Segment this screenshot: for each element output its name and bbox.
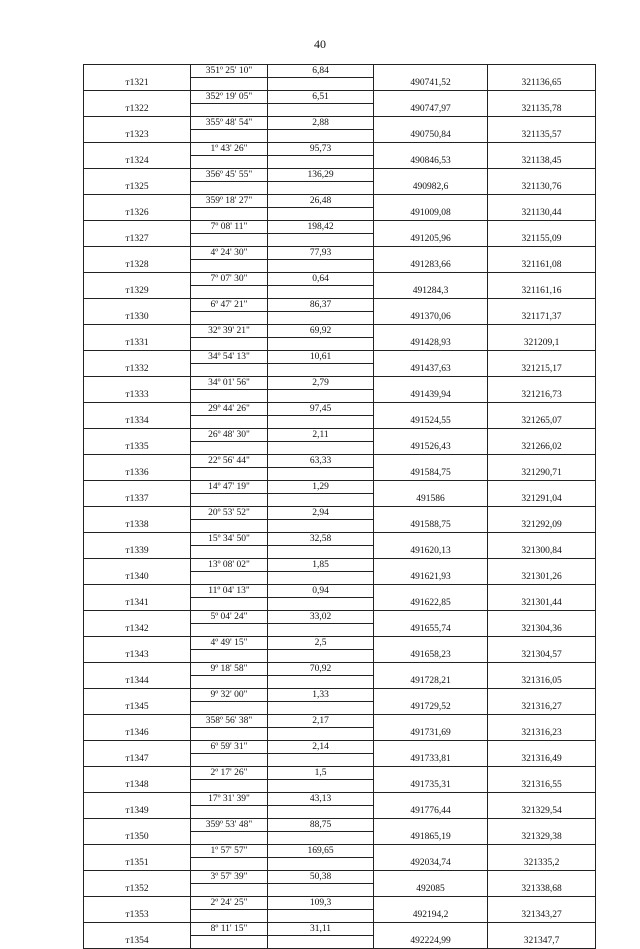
point-name-cell: т1350: [84, 832, 191, 845]
segment-row: [84, 247, 596, 260]
point-row: [84, 702, 596, 715]
x-coordinate-cell: 491655,74: [374, 624, 488, 637]
y-coordinate-cell: 321209,1: [488, 338, 596, 351]
point-row: [84, 780, 596, 793]
bearing-cell: 2º 17' 26": [191, 767, 268, 780]
point-row: [84, 130, 596, 143]
point-name-cell: т1328: [84, 260, 191, 273]
y-coordinate-cell: 321138,45: [488, 156, 596, 169]
point-name-cell: т1325: [84, 182, 191, 195]
bearing-cell: 9º 18' 58": [191, 663, 268, 676]
x-coordinate-cell: 491622,85: [374, 598, 488, 611]
y-coordinate-cell: 321343,27: [488, 910, 596, 923]
distance-cell: 69,92: [268, 325, 374, 338]
point-name-cell: т1330: [84, 312, 191, 325]
segment-row: [84, 65, 596, 78]
bearing-cell: 3º 57' 39": [191, 871, 268, 884]
y-coordinate-cell: 321266,02: [488, 442, 596, 455]
point-row: [84, 884, 596, 897]
segment-row: [84, 663, 596, 676]
point-row: [84, 832, 596, 845]
x-coordinate-cell: 491370,06: [374, 312, 488, 325]
point-name-cell: т1348: [84, 780, 191, 793]
x-coordinate-cell: 491439,94: [374, 390, 488, 403]
bearing-cell: 351º 25' 10": [191, 65, 268, 78]
point-name-cell: т1351: [84, 858, 191, 871]
segment-row: [84, 793, 596, 806]
point-row: [84, 598, 596, 611]
y-coordinate-cell: 321135,57: [488, 130, 596, 143]
y-coordinate-cell: 321155,09: [488, 234, 596, 247]
segment-row: [84, 143, 596, 156]
point-name-cell: т1322: [84, 104, 191, 117]
bearing-cell: 20º 53' 52": [191, 507, 268, 520]
point-row: [84, 494, 596, 507]
distance-cell: 95,73: [268, 143, 374, 156]
distance-cell: 169,65: [268, 845, 374, 858]
y-coordinate-cell: 321316,49: [488, 754, 596, 767]
distance-cell: 198,42: [268, 221, 374, 234]
point-name-cell: т1327: [84, 234, 191, 247]
segment-row: [84, 507, 596, 520]
point-row: [84, 676, 596, 689]
point-name-cell: т1336: [84, 468, 191, 481]
point-name-cell: т1341: [84, 598, 191, 611]
x-coordinate-cell: 491865,19: [374, 832, 488, 845]
segment-row: [84, 403, 596, 416]
y-coordinate-cell: 321136,65: [488, 78, 596, 91]
x-coordinate-cell: 491729,52: [374, 702, 488, 715]
distance-cell: 2,94: [268, 507, 374, 520]
segment-row: [84, 741, 596, 754]
point-row: [84, 156, 596, 169]
y-coordinate-cell: 321304,57: [488, 650, 596, 663]
y-coordinate-cell: 321316,55: [488, 780, 596, 793]
distance-cell: 32,58: [268, 533, 374, 546]
bearing-cell: 2º 24' 25": [191, 897, 268, 910]
point-row: [84, 806, 596, 819]
distance-cell: 2,14: [268, 741, 374, 754]
bearing-cell: 5º 04' 24": [191, 611, 268, 624]
x-coordinate-cell: 492194,2: [374, 910, 488, 923]
distance-cell: 86,37: [268, 299, 374, 312]
x-coordinate-cell: 492224,99: [374, 936, 488, 949]
y-coordinate-cell: 321301,26: [488, 572, 596, 585]
point-row: [84, 650, 596, 663]
segment-row: [84, 585, 596, 598]
segment-row: [84, 923, 596, 936]
x-coordinate-cell: 491205,96: [374, 234, 488, 247]
y-coordinate-cell: 321290,71: [488, 468, 596, 481]
y-coordinate-cell: 321347,7: [488, 936, 596, 949]
point-name-cell: т1335: [84, 442, 191, 455]
distance-cell: 63,33: [268, 455, 374, 468]
x-coordinate-cell: 490982,6: [374, 182, 488, 195]
bearing-cell: 34º 01' 56": [191, 377, 268, 390]
segment-row: [84, 91, 596, 104]
distance-cell: 33,02: [268, 611, 374, 624]
point-row: [84, 208, 596, 221]
x-coordinate-cell: 492085: [374, 884, 488, 897]
point-name-cell: т1324: [84, 156, 191, 169]
distance-cell: 31,11: [268, 923, 374, 936]
bearing-cell: 11º 04' 13": [191, 585, 268, 598]
y-coordinate-cell: 321135,78: [488, 104, 596, 117]
point-row: [84, 182, 596, 195]
bearing-cell: 359º 53' 48": [191, 819, 268, 832]
point-name-cell: т1331: [84, 338, 191, 351]
x-coordinate-cell: 491009,08: [374, 208, 488, 221]
x-coordinate-cell: 491735,31: [374, 780, 488, 793]
point-name-cell: т1338: [84, 520, 191, 533]
segment-row: [84, 871, 596, 884]
point-row: [84, 286, 596, 299]
distance-cell: 88,75: [268, 819, 374, 832]
point-row: [84, 104, 596, 117]
bearing-cell: 13º 08' 02": [191, 559, 268, 572]
distance-cell: 109,3: [268, 897, 374, 910]
distance-cell: 1,85: [268, 559, 374, 572]
y-coordinate-cell: 321304,36: [488, 624, 596, 637]
y-coordinate-cell: 321338,68: [488, 884, 596, 897]
distance-cell: 97,45: [268, 403, 374, 416]
point-name-cell: т1346: [84, 728, 191, 741]
segment-row: [84, 117, 596, 130]
point-row: [84, 312, 596, 325]
point-row: [84, 754, 596, 767]
point-row: [84, 546, 596, 559]
x-coordinate-cell: 490747,97: [374, 104, 488, 117]
point-name-cell: т1329: [84, 286, 191, 299]
point-name-cell: т1349: [84, 806, 191, 819]
distance-cell: 1,33: [268, 689, 374, 702]
x-coordinate-cell: 491526,43: [374, 442, 488, 455]
x-coordinate-cell: 491428,93: [374, 338, 488, 351]
segment-row: [84, 845, 596, 858]
point-name-cell: т1344: [84, 676, 191, 689]
y-coordinate-cell: 321161,08: [488, 260, 596, 273]
y-coordinate-cell: 321301,44: [488, 598, 596, 611]
point-name-cell: т1340: [84, 572, 191, 585]
distance-cell: 2,11: [268, 429, 374, 442]
point-row: [84, 78, 596, 91]
segment-row: [84, 715, 596, 728]
bearing-cell: 22º 56' 44": [191, 455, 268, 468]
x-coordinate-cell: 491524,55: [374, 416, 488, 429]
point-name-cell: т1354: [84, 936, 191, 949]
point-row: [84, 338, 596, 351]
point-row: [84, 468, 596, 481]
distance-cell: 50,38: [268, 871, 374, 884]
y-coordinate-cell: 321216,73: [488, 390, 596, 403]
distance-cell: 1,29: [268, 481, 374, 494]
distance-cell: 2,17: [268, 715, 374, 728]
bearing-cell: 1º 57' 57": [191, 845, 268, 858]
distance-cell: 10,61: [268, 351, 374, 364]
point-row: [84, 858, 596, 871]
bearing-cell: 7º 07' 30": [191, 273, 268, 286]
x-coordinate-cell: 491658,23: [374, 650, 488, 663]
y-coordinate-cell: 321335,2: [488, 858, 596, 871]
bearing-cell: 29º 44' 26": [191, 403, 268, 416]
bearing-cell: 6º 47' 21": [191, 299, 268, 312]
segment-row: [84, 455, 596, 468]
bearing-cell: 8º 11' 15": [191, 923, 268, 936]
distance-cell: 136,29: [268, 169, 374, 182]
bearing-cell: 15º 34' 50": [191, 533, 268, 546]
distance-cell: 70,92: [268, 663, 374, 676]
bearing-cell: 34º 54' 13": [191, 351, 268, 364]
segment-row: [84, 169, 596, 182]
bearing-cell: 352º 19' 05": [191, 91, 268, 104]
y-coordinate-cell: 321161,16: [488, 286, 596, 299]
point-row: [84, 520, 596, 533]
y-coordinate-cell: 321171,37: [488, 312, 596, 325]
segment-row: [84, 377, 596, 390]
segment-row: [84, 195, 596, 208]
point-row: [84, 260, 596, 273]
x-coordinate-cell: 491437,63: [374, 364, 488, 377]
bearing-cell: 14º 47' 19": [191, 481, 268, 494]
bearing-cell: 1º 43' 26": [191, 143, 268, 156]
y-coordinate-cell: 321329,38: [488, 832, 596, 845]
segment-row: [84, 273, 596, 286]
distance-cell: 0,94: [268, 585, 374, 598]
segment-row: [84, 637, 596, 650]
x-coordinate-cell: 491776,44: [374, 806, 488, 819]
bearing-cell: 359º 18' 27": [191, 195, 268, 208]
x-coordinate-cell: 491731,69: [374, 728, 488, 741]
segment-row: [84, 767, 596, 780]
x-coordinate-cell: 491588,75: [374, 520, 488, 533]
bearing-cell: 9º 32' 00": [191, 689, 268, 702]
x-coordinate-cell: 491586: [374, 494, 488, 507]
point-name-cell: т1321: [84, 78, 191, 91]
point-row: [84, 936, 596, 949]
distance-cell: 43,13: [268, 793, 374, 806]
bearing-cell: 358º 56' 38": [191, 715, 268, 728]
bearing-cell: 6º 59' 31": [191, 741, 268, 754]
segment-row: [84, 819, 596, 832]
segment-row: [84, 429, 596, 442]
point-row: [84, 624, 596, 637]
distance-cell: 6,51: [268, 91, 374, 104]
bearing-cell: 32º 39' 21": [191, 325, 268, 338]
x-coordinate-cell: 491733,81: [374, 754, 488, 767]
point-row: [84, 390, 596, 403]
distance-cell: 0,64: [268, 273, 374, 286]
x-coordinate-cell: 491283,66: [374, 260, 488, 273]
distance-cell: 1,5: [268, 767, 374, 780]
point-row: [84, 728, 596, 741]
distance-cell: 2,5: [268, 637, 374, 650]
distance-cell: 2,88: [268, 117, 374, 130]
point-name-cell: т1352: [84, 884, 191, 897]
x-coordinate-cell: 491728,21: [374, 676, 488, 689]
point-name-cell: т1342: [84, 624, 191, 637]
point-name-cell: т1345: [84, 702, 191, 715]
y-coordinate-cell: 321265,07: [488, 416, 596, 429]
point-row: [84, 910, 596, 923]
y-coordinate-cell: 321316,27: [488, 702, 596, 715]
y-coordinate-cell: 321291,04: [488, 494, 596, 507]
point-name-cell: т1326: [84, 208, 191, 221]
point-row: [84, 442, 596, 455]
distance-cell: 2,79: [268, 377, 374, 390]
point-row: [84, 234, 596, 247]
x-coordinate-cell: 491284,3: [374, 286, 488, 299]
bearing-cell: 7º 08' 11": [191, 221, 268, 234]
bearing-cell: 4º 49' 15": [191, 637, 268, 650]
y-coordinate-cell: 321300,84: [488, 546, 596, 559]
point-name-cell: т1347: [84, 754, 191, 767]
segment-row: [84, 533, 596, 546]
point-name-cell: т1339: [84, 546, 191, 559]
bearing-cell: 356º 45' 55": [191, 169, 268, 182]
segment-row: [84, 325, 596, 338]
y-coordinate-cell: 321130,44: [488, 208, 596, 221]
x-coordinate-cell: 490750,84: [374, 130, 488, 143]
point-name-cell: т1337: [84, 494, 191, 507]
x-coordinate-cell: 491584,75: [374, 468, 488, 481]
x-coordinate-cell: 492034,74: [374, 858, 488, 871]
segment-row: [84, 689, 596, 702]
segment-row: [84, 897, 596, 910]
bearing-cell: 26º 48' 30": [191, 429, 268, 442]
point-name-cell: т1333: [84, 390, 191, 403]
bearing-cell: 4º 24' 30": [191, 247, 268, 260]
y-coordinate-cell: 321292,09: [488, 520, 596, 533]
distance-cell: 6,84: [268, 65, 374, 78]
point-name-cell: т1323: [84, 130, 191, 143]
segment-row: [84, 299, 596, 312]
bearing-cell: 355º 48' 54": [191, 117, 268, 130]
segment-row: [84, 559, 596, 572]
x-coordinate-cell: 491621,93: [374, 572, 488, 585]
point-row: [84, 364, 596, 377]
point-name-cell: т1334: [84, 416, 191, 429]
point-name-cell: т1353: [84, 910, 191, 923]
point-name-cell: т1343: [84, 650, 191, 663]
point-row: [84, 416, 596, 429]
x-coordinate-cell: 490846,53: [374, 156, 488, 169]
y-coordinate-cell: 321130,76: [488, 182, 596, 195]
y-coordinate-cell: 321329,54: [488, 806, 596, 819]
distance-cell: 26,48: [268, 195, 374, 208]
segment-row: [84, 481, 596, 494]
segment-row: [84, 611, 596, 624]
x-coordinate-cell: 491620,13: [374, 546, 488, 559]
y-coordinate-cell: 321316,05: [488, 676, 596, 689]
y-coordinate-cell: 321215,17: [488, 364, 596, 377]
bearing-cell: 17º 31' 39": [191, 793, 268, 806]
point-name-cell: т1332: [84, 364, 191, 377]
x-coordinate-cell: 490741,52: [374, 78, 488, 91]
distance-cell: 77,93: [268, 247, 374, 260]
segment-row: [84, 221, 596, 234]
page-number: 40: [314, 37, 326, 51]
segment-row: [84, 351, 596, 364]
y-coordinate-cell: 321316,23: [488, 728, 596, 741]
coordinates-table: [83, 64, 596, 949]
point-row: [84, 572, 596, 585]
